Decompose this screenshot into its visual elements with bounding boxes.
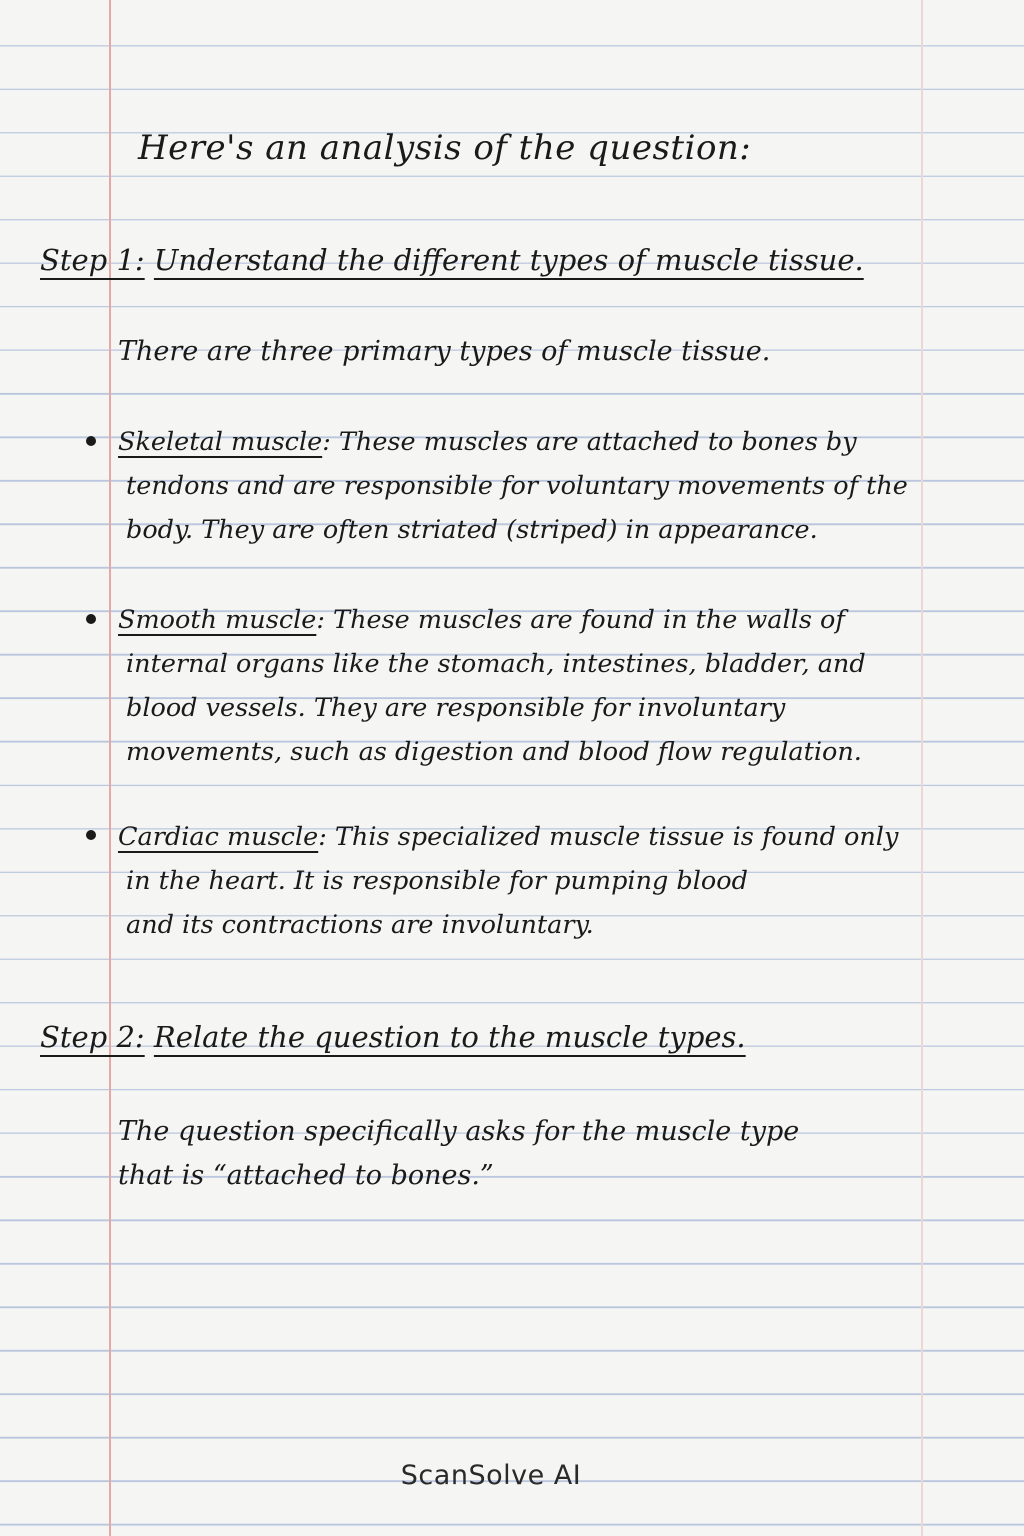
step-1-label: Step 1: bbox=[40, 243, 145, 277]
item-line: internal organs like the stomach, intestines, bladder, and bbox=[126, 649, 866, 679]
term-cardiac-muscle: Cardiac muscle bbox=[118, 822, 319, 852]
item-line: in the heart. It is responsible for pumping blood bbox=[126, 866, 748, 896]
step-2-label: Step 2: bbox=[40, 1020, 145, 1054]
term-skeletal-muscle: Skeletal muscle bbox=[118, 427, 323, 457]
page-heading: Here's an analysis of the question: bbox=[138, 128, 752, 168]
left-margin-line bbox=[109, 0, 111, 1536]
step-1-heading bbox=[40, 243, 864, 277]
step-2-line: that is “attached to bones.” bbox=[118, 1160, 494, 1191]
footer-brand: ScanSolve AI bbox=[400, 1460, 582, 1491]
item-line bbox=[118, 420, 938, 464]
item-line: and its contractions are involuntary. bbox=[126, 910, 594, 940]
list-item-smooth-muscle bbox=[118, 598, 938, 774]
item-line bbox=[118, 815, 938, 859]
step-1-title: Understand the different types of muscle tissue. bbox=[153, 243, 864, 277]
item-line bbox=[118, 598, 938, 642]
item-text: : These muscles are found in the walls of bbox=[316, 605, 845, 635]
bullet-icon bbox=[86, 830, 96, 840]
list-item-skeletal-muscle bbox=[118, 420, 938, 552]
item-line: tendons and are responsible for voluntary movements of the bbox=[126, 471, 908, 501]
item-text: : These muscles are attached to bones by bbox=[322, 427, 857, 457]
step-2-title: Relate the question to the muscle types. bbox=[153, 1020, 746, 1054]
list-item-cardiac-muscle bbox=[118, 815, 938, 947]
bullet-icon bbox=[86, 614, 96, 624]
item-line: blood vessels. They are responsible for involuntary bbox=[126, 693, 786, 723]
term-smooth-muscle: Smooth muscle bbox=[118, 605, 317, 635]
step-1-intro: There are three primary types of muscle tissue. bbox=[118, 336, 771, 367]
step-2-body bbox=[118, 1110, 799, 1198]
item-line: movements, such as digestion and blood flow regulation. bbox=[126, 737, 862, 767]
bullet-icon bbox=[86, 436, 96, 446]
item-text: : This specialized muscle tissue is found only bbox=[318, 822, 899, 852]
step-2-heading bbox=[40, 1020, 746, 1054]
item-line: body. They are often striated (striped) in appearance. bbox=[126, 515, 818, 545]
step-2-line: The question specifically asks for the muscle type bbox=[118, 1116, 800, 1147]
